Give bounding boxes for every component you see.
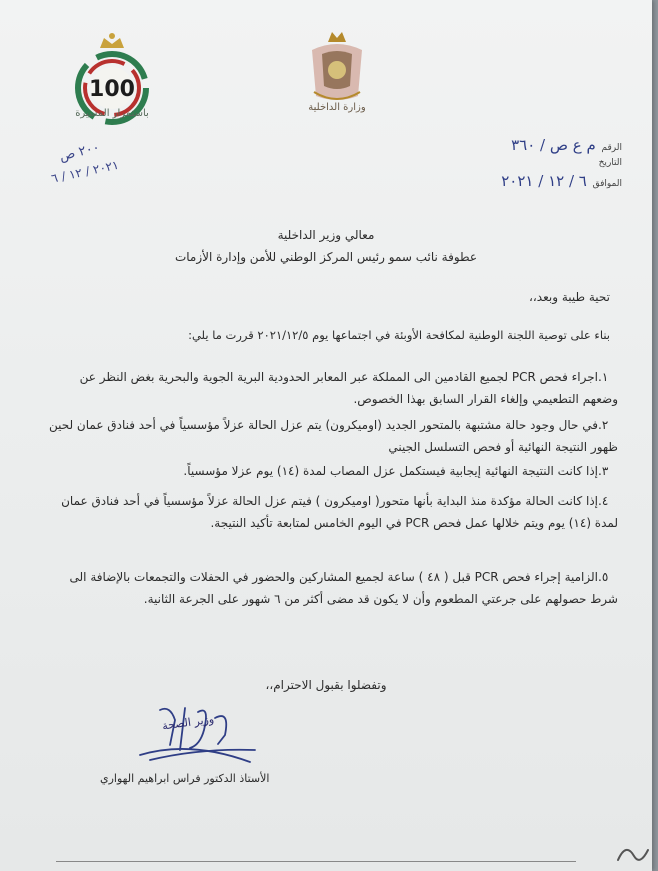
handwritten-date: ٢٠٢١ / ١٢ / ٦ — [50, 157, 120, 186]
signature-icon — [130, 700, 260, 770]
reference-label: الرقم — [601, 143, 622, 153]
greeting: تحية طيبة وبعد،، — [529, 290, 610, 304]
closing-line: وتفضلوا بقبول الاحترام،، — [265, 678, 387, 692]
minister-title: وزير الصحة — [161, 712, 215, 733]
item-text: الزامية إجراء فحص PCR قبل ( ٤٨ ) ساعة لجميع المشاركين والحضور في الحفلات والتجمعات بالإضافة الى شرط حصولهم على جرعتي المطعوم وأن لا يكون قد مضى أكثر من ٦ شهور على الجرعة الثانية. — [69, 570, 618, 606]
list-item: ٢.في حال وجود حالة مشتبهة بالمتحور الجديد (اوميكرون) يتم عزل الحالة عزلاً مؤسسياً في أحد فنادق عمان لحين ظهور النتيجة النهائية أو فحص التسلسل الجيني — [48, 418, 618, 454]
addressee: معالي وزير الداخلية — [277, 228, 375, 242]
corner-scribble-icon — [612, 838, 652, 868]
ministry-name: وزارة الداخلية — [308, 102, 366, 113]
corresponding-value: ٦ / ١٢ / ٢٠٢١ — [501, 172, 587, 190]
signer-name: الأستاذ الدكتور فراس ابراهيم الهواري — [100, 772, 270, 785]
corresponding-row — [501, 172, 622, 190]
list-item: ٤.إذا كانت الحالة مؤكدة منذ البداية بأنها متحور( اوميكرون ) فيتم عزل الحالة عزلاً مؤسسياً في أحد فنادق عمان لمدة (١٤) يوم ويتم خلالها عمل فحص PCR في اليوم الخامس لمتابعة تأكيد النتيجة. — [61, 494, 618, 530]
intro-paragraph: بناء على توصية اللجنة الوطنية لمكافحة الأوبئة في اجتماعها يوم ٢٠٢١/١٢/٥ قررت ما يلي: — [188, 328, 610, 342]
coat-of-arms-icon — [300, 30, 374, 108]
list-item: ٣.إذا كانت النتيجة النهائية إيجابية فيستكمل عزل المصاب لمدة (١٤) يوم عزلا مؤسسياً. — [183, 464, 609, 478]
item-text: إذا كانت النتيجة النهائية إيجابية فيستكمل عزل المصاب لمدة (١٤) يوم عزلا مؤسسياً. — [183, 464, 598, 478]
jubilee-caption: باستمرار المسيرة — [75, 108, 149, 119]
reference-value: م ع ص / ٣٦٠ — [511, 136, 596, 154]
item-text: في حال وجود حالة مشتبهة بالمتحور الجديد (اوميكرون) يتم عزل الحالة عزلاً مؤسسياً في أحد فنادق عمان لحين ظهور النتيجة النهائية أو فحص التسلسل الجيني — [48, 418, 618, 454]
jubilee-number: 100 — [89, 77, 135, 102]
item-text: اجراء فحص PCR لجميع القادمين الى المملكة عبر المعابر الحدودية البرية الجوية والبحرية بغض النظر عن وضعهم التطعيمي وإلغاء القرار السابق بهذا الخصوص. — [79, 370, 618, 406]
bottom-rule — [56, 861, 576, 862]
addressee-sub: عطوفة نائب سمو رئيس المركز الوطني للأمن وإدارة الأزمات — [174, 250, 478, 264]
reference-row — [511, 136, 622, 154]
item-text: إذا كانت الحالة مؤكدة منذ البداية بأنها متحور( اوميكرون ) فيتم عزل الحالة عزلاً مؤسسياً في أحد فنادق عمان لمدة (١٤) يوم ويتم خلالها عمل فحص PCR في اليوم الخامس لمتابعة تأكيد النتيجة. — [61, 494, 618, 530]
list-item: ٥.الزامية إجراء فحص PCR قبل ( ٤٨ ) ساعة لجميع المشاركين والحضور في الحفلات والتجمعات بالإضافة الى شرط حصولهم على جرعتي المطعوم وأن لا يكون قد مضى أكثر من ٦ شهور على الجرعة الثانية. — [69, 570, 618, 606]
date-label: التاريخ — [598, 158, 622, 168]
list-item: ١.اجراء فحص PCR لجميع القادمين الى المملكة عبر المعابر الحدودية البرية الجوية والبحرية بغض النظر عن وضعهم التطعيمي وإلغاء القرار السابق بهذا الخصوص. — [79, 370, 618, 406]
date-row — [599, 158, 622, 168]
corresponding-label: الموافق — [592, 179, 622, 189]
handwritten-note: ٢٠٠ ص — [58, 140, 102, 165]
